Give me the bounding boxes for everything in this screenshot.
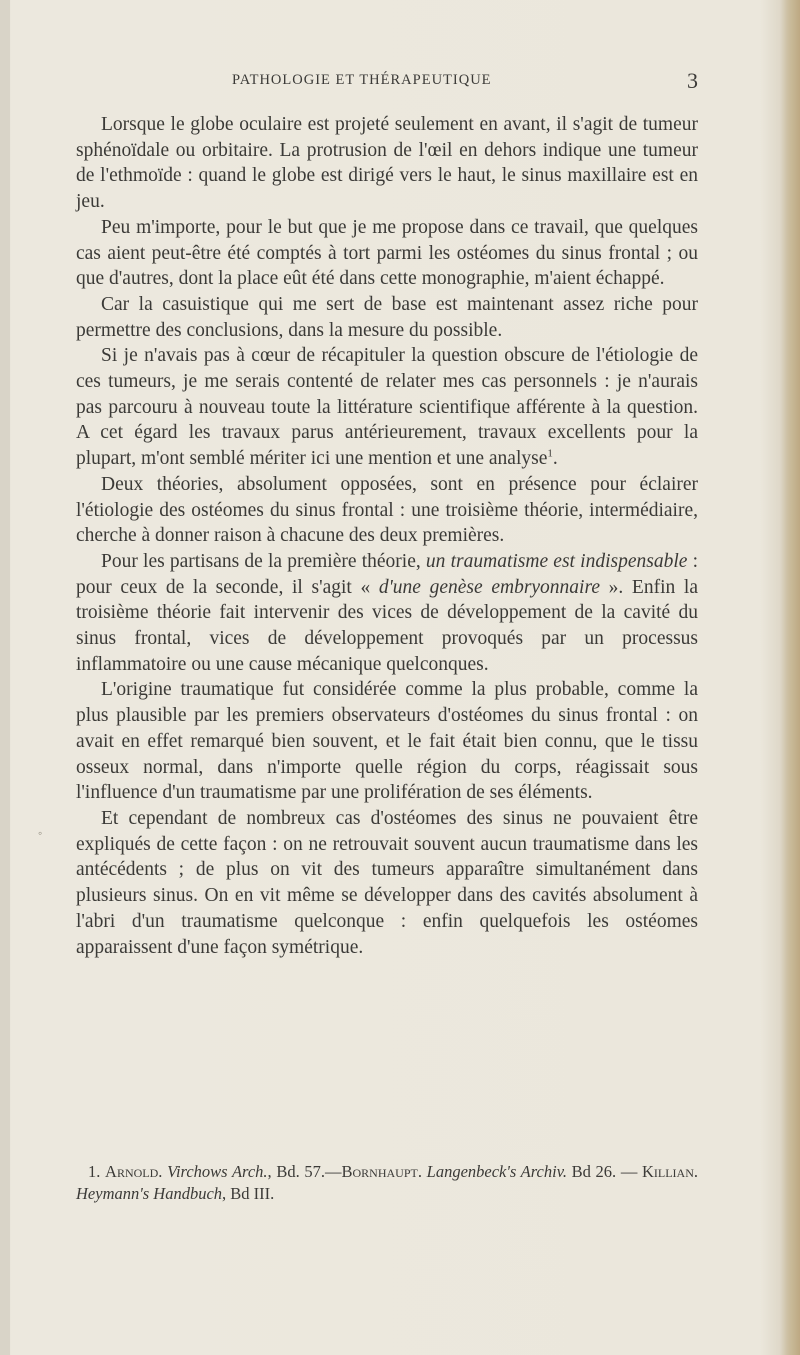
footnote-ref-detail: , Bd III.: [222, 1184, 275, 1203]
footnote-author: Bornhaupt.: [341, 1162, 422, 1181]
footnote-author: Killian.: [641, 1162, 699, 1181]
paragraph: [76, 549, 698, 678]
margin-mark: ◦: [38, 826, 43, 840]
paragraph-text: Pour les partisans de la première théorie,: [101, 550, 426, 572]
paragraph: Et cependant de nombreux cas d'ostéomes des sinus ne pouvaient être expliqués de cette façon : on ne retrouvait souvent aucun traumatisme dans les antécédents ; de plus on vit des tumeurs apparaître simultanément dans plusieurs sinus. On en vit même se développer dans des cavités absolument à l'abri d'un traumatisme quelconque : enfin quelquefois les ostéomes apparaissent d'une façon symétrique.: [76, 807, 698, 958]
italic-phrase: un traumatisme est indispensable: [425, 550, 688, 572]
footnote-ref-title: Virchows Arch.: [167, 1162, 268, 1181]
paragraph-end: .: [552, 448, 558, 470]
footnote-ref-detail: Bd 26. —: [566, 1162, 642, 1181]
page-edge: [780, 0, 800, 1355]
footnote-ref: 1: [547, 447, 553, 460]
paragraph: L'origine traumatique fut considérée comme la plus probable, comme la plus plausible par les premiers observateurs d'ostéomes du sinus frontal : on avait en effet remarqué bien souvent, et le fait était bien connu, que le tissu osseux normal, dans n'importe quelle région du corps, réagissait sous l'influence d'un traumatisme par une prolifération de ses éléments.: [76, 679, 698, 804]
paragraph-text: ». Enfin la troisième théorie fait intervenir des vices de développement de la cavité du sinus frontal, vices de développement provoqués par un processus inflammatoire ou une cause mécanique quelconques.: [76, 576, 698, 675]
paragraph-text: : pour ceux de la seconde, il s'agit «: [76, 550, 698, 598]
paragraph: Deux théories, absolument opposées, sont en présence pour éclairer l'étiologie des ostéomes du sinus frontal : une troisième théorie, intermédiaire, cherche à donner raison à chacune des deux premières.: [76, 473, 698, 547]
paragraph: Peu m'importe, pour le but que je me propose dans ce travail, que quelques cas aient peut-être été comptés à tort parmi les ostéomes du sinus frontal ; ou que d'autres, dont la place eût été dans cette monographie, m'aient échappé.: [76, 216, 698, 290]
body-text: [76, 112, 698, 960]
page-gutter: [0, 0, 10, 1355]
paragraph: [76, 343, 698, 472]
footnote-ref-detail: , Bd. 57.—: [267, 1162, 342, 1181]
footnote-number: 1.: [88, 1162, 101, 1181]
paragraph-text: Si je n'avais pas à cœur de récapituler la question obscure de l'étiologie de ces tumeurs, je me serais contenté de relater mes cas personnels : je n'aurais pas parcouru à nouveau toute la littérature scientifique afférente à la question. A cet égard les travaux parus antérieurement, travaux excellents pour la plupart, m'ont semblé mériter ici une mention et une analyse: [76, 345, 698, 470]
footnote-ref-title: Langenbeck's Archiv.: [426, 1162, 567, 1181]
footnote-ref-title: Heymann's Handbuch: [76, 1184, 223, 1203]
footnote-author: Arnold.: [105, 1162, 163, 1181]
paragraph: Car la casuistique qui me sert de base est maintenant assez riche pour permettre des conclusions, dans la mesure du possible.: [76, 293, 698, 341]
paragraph: Lorsque le globe oculaire est projeté seulement en avant, il s'agit de tumeur sphénoïdale ou orbitaire. La protrusion de l'œil en dehors indique une tumeur de l'ethmoïde : quand le globe est dirigé vers le haut, le sinus maxillaire est en jeu.: [76, 114, 698, 213]
footnote: [76, 1161, 698, 1205]
footnotes: [76, 1161, 698, 1205]
running-head: PATHOLOGIE ET THÉRAPEUTIQUE: [232, 72, 492, 88]
page-number: 3: [687, 68, 698, 93]
page-header: [232, 68, 698, 98]
italic-phrase: d'une genèse embryonnaire: [378, 576, 600, 598]
